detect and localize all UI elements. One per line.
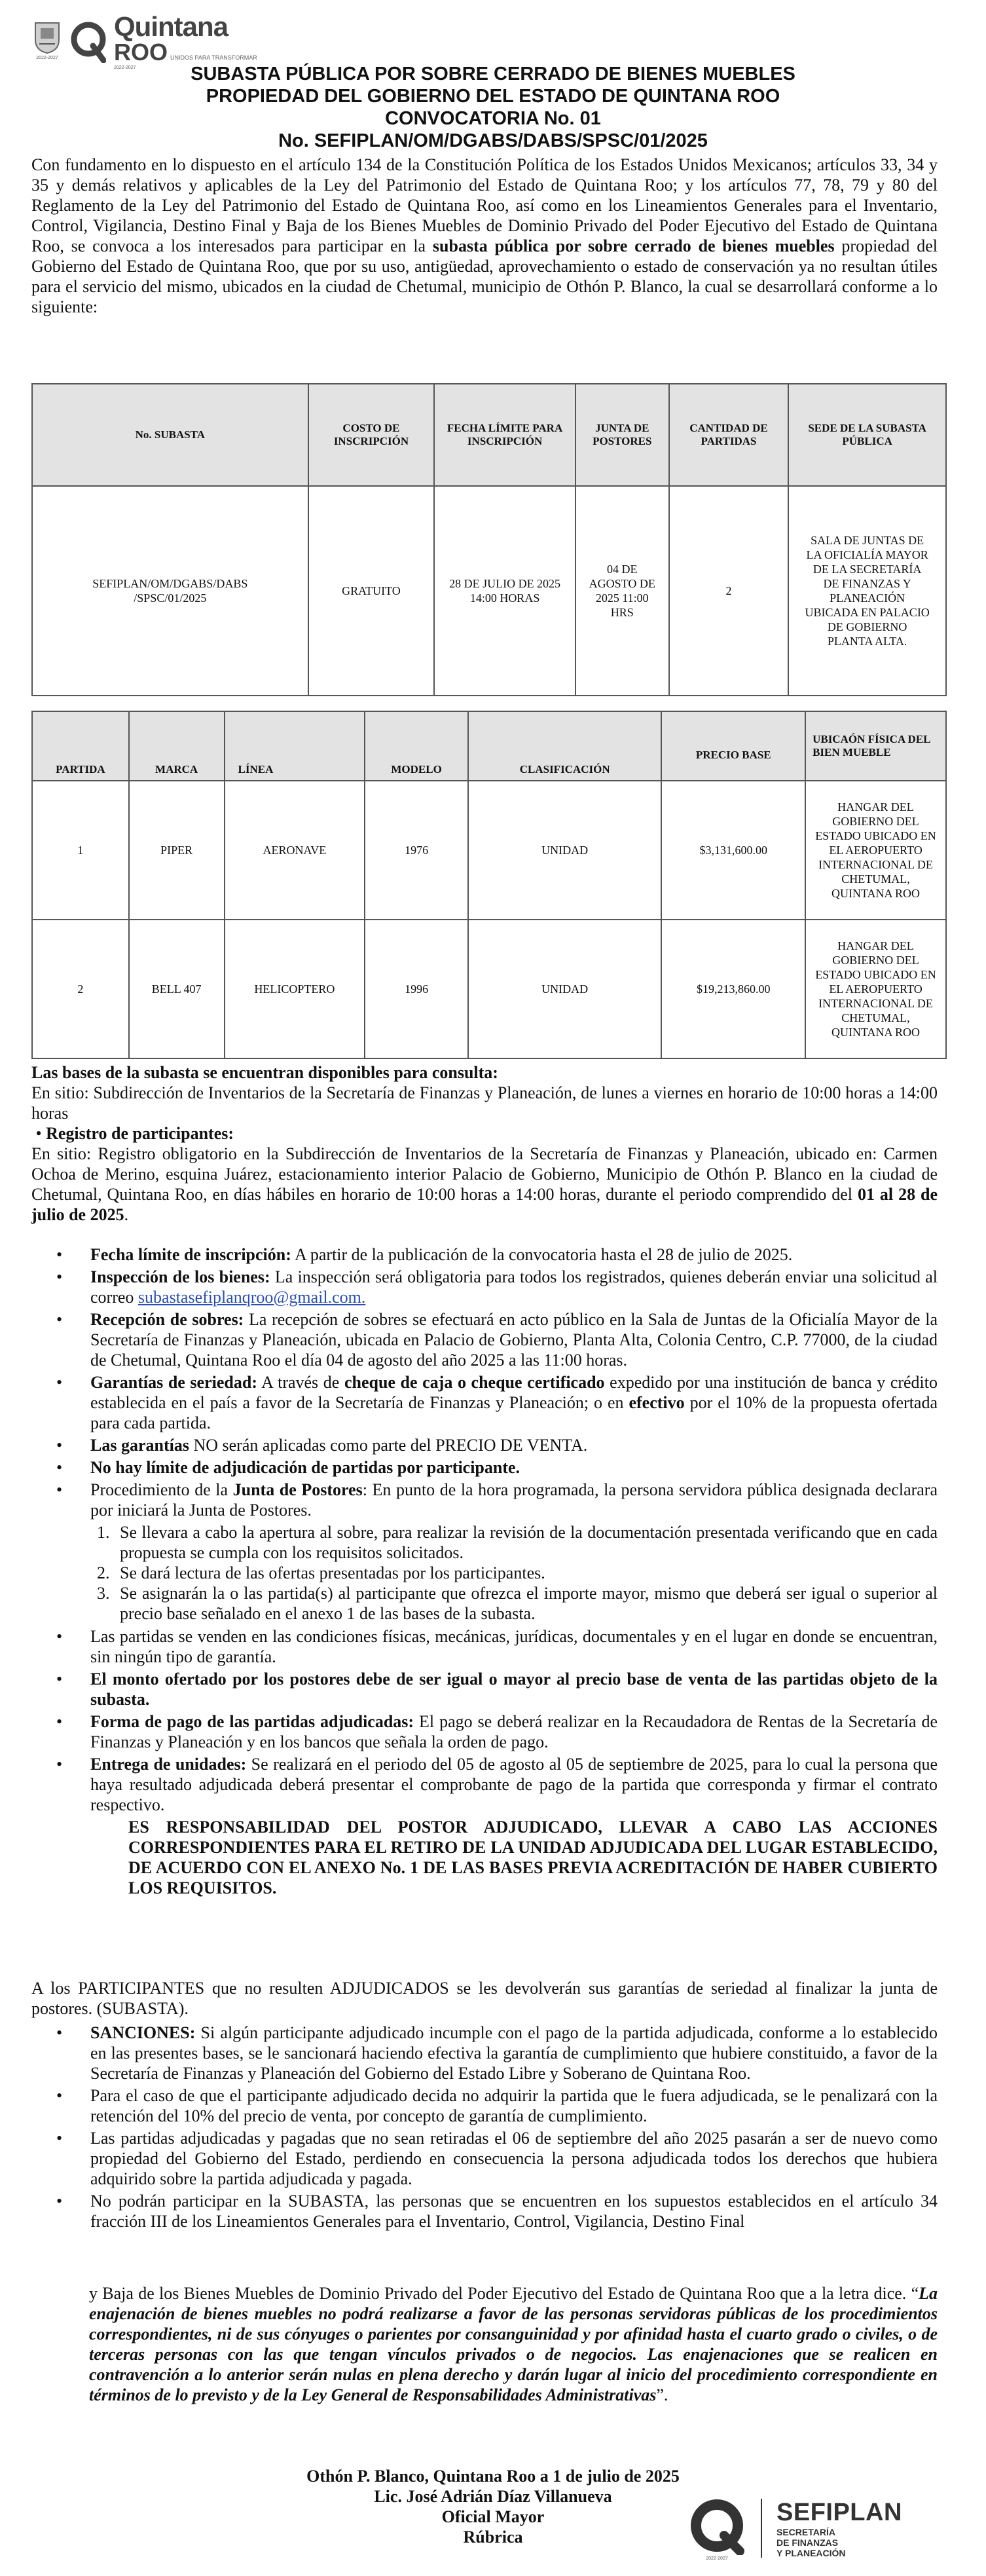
signature-title: Oficial Mayor <box>441 2507 545 2526</box>
monto-text: El monto ofertado por los postores debe de ser igual o mayor al precio base de venta de las partidas objeto de la subasta. <box>90 1670 938 1709</box>
closing-paragraph <box>89 2283 938 2405</box>
recepcion-text: La recepción de sobres se efectuará en acto público en la Sala de Juntas de la Oficialía Mayor de la Secretaría de Finanzas y Planeación, ubicada en Palacio de Gobierno, Planta Alta, Colonia Centro, C.P. 77000, de la ciudad de Chetumal, Quintana Roo el día 04 de agosto del año 2025 a las 11:00 horas. <box>90 1310 938 1370</box>
garantias-bold-2: efectivo <box>629 1393 685 1412</box>
bullet-forma-pago <box>31 1711 938 1752</box>
lot-2-ubicacion: HANGAR DEL GOBIERNO DEL ESTADO UBICADO EN EL AEROPUERTO INTERNACIONAL DE CHETUMAL, QUINTANA ROO <box>805 920 946 1058</box>
header-sede: SEDE DE LA SUBASTA PÚBLICA <box>788 384 946 486</box>
intro-text-1: Con fundamento en lo dispuesto en el artículo 134 de la Constitución Política de los Estados Unidos Mexicanos; artículos 33, 34 y 35 y demás relativos y aplicables de la Ley del Patrimonio del Estado de Quintana Roo; y los artículos 77, 78, 79 y 80 del Reglamento de la Ley del Patrimonio del Estado de Quintana Roo, así como en los Lineamientos Generales para el Inventario, Control, Vigilancia, Destino Final y Baja de los Bienes Muebles de Dominio Privado del Poder Ejecutivo del Estado de Quintana Roo, se convoca a los interesados para participar en la <box>31 155 938 255</box>
forma-label: Forma de pago de las partidas adjudicadas: <box>90 1712 414 1731</box>
cell-junta: 04 DE AGOSTO DE 2025 11:00 HRS <box>575 486 669 696</box>
garantias-text-3: por el 10% de la propuesta ofertada para cada partida. <box>90 1393 938 1432</box>
registro-period: 01 al 28 de julio de 2025 <box>31 1185 938 1224</box>
no-participar-text: No podrán participar en la SUBASTA, las personas que se encuentren en los supuestos establecidos en el artículo 34 fracción III de los Lineamientos Generales para el Inventario, Control, Vigilancia, Destino Final <box>90 2192 938 2231</box>
sefiplan-sub-2: DE FINANZAS <box>776 2537 839 2548</box>
bullet-garantias <box>31 1372 938 1433</box>
title-line-4: No. SEFIPLAN/OM/DGABS/DABS/SPSC/01/2025 <box>278 130 708 151</box>
header-costo: COSTO DE INSCRIPCIÓN <box>308 384 435 486</box>
cell-sede: SALA DE JUNTAS DE LA OFICIALÍA MAYOR DE LA SECRETARÍA DE FINANZAS Y PLANEACIÓN UBICADA EN PALACIO DE GOBIERNO PLANTA ALTA. <box>788 486 946 696</box>
responsibility-notice: ES RESPONSABILIDAD DEL POSTOR ADJUDICADO, LLEVAR A CABO LAS ACCIONES CORRESPONDIENTES PARA EL RETIRO DE LA UNIDAD ADJUDICADA DEL LUGAR ESTABLECIDO, DE ACUERDO CON EL ANEXO No. 1 DE LAS BASES PREVIA ACREDITACIÓN DE HABER CUBIERTO LOS REQUISITOS. <box>128 1818 938 1897</box>
bullet-fecha <box>31 1244 938 1265</box>
conditions-section <box>31 1244 938 1898</box>
closing-text-2: ”. <box>656 2385 668 2404</box>
bullet-no-limite <box>31 1457 938 1478</box>
penalizacion-text: Para el caso de que el participante adjudicado decida no adquirir la partida que le fuera adjudicada, se le penalizará con la retención del 10% del precio de venta, por concepto de garantía de cumplimiento. <box>90 2086 938 2125</box>
lot-2-partida: 2 <box>32 920 129 1058</box>
seal-year: 2022-2027 <box>36 56 58 60</box>
lot-1-partida: 1 <box>32 781 129 920</box>
brand-year: 2022-2027 <box>114 65 136 70</box>
header-cantidad: CANTIDAD DE PARTIDAS <box>669 384 789 486</box>
bullet-monto <box>31 1669 938 1709</box>
sanctions-section <box>31 2023 938 2233</box>
logo-divider <box>761 2499 762 2558</box>
bullet-entrega <box>31 1754 938 1815</box>
header-ubicacion: UBICAÓN FÍSICA DEL BIEN MUEBLE <box>805 711 946 781</box>
sefiplan-name: SEFIPLAN <box>776 2498 902 2526</box>
participantes-text: A los PARTICIPANTES que no resulten ADJUDICADOS se les devolverán sus garantías de seriedad al finalizar la junta de postores. (SUBASTA). <box>31 1979 938 2018</box>
sefiplan-wordmark <box>776 2499 902 2558</box>
lot-1-linea: AERONAVE <box>225 781 365 920</box>
summary-header-row <box>32 384 946 486</box>
header-clasificacion: CLASIFICACIÓN <box>468 711 661 781</box>
procedure-steps <box>31 1522 938 1624</box>
sefiplan-logo <box>687 2489 949 2567</box>
fecha-text: A partir de la publicación de la convocatoria hasta el 28 de julio de 2025. <box>291 1245 793 1264</box>
bases-section: Las bases de la subasta se encuentran disponibles para consulta: En sitio: Subdirección de Inventarios de la Secretaría de Finanzas y Planeación, de lunes a viernes en horario de 10:00 horas a 14:00 horas • Registro de participantes: En sitio: Registro obligatorio en la Subdirección de Inventarios de la Secretaría de Finanzas y Planeación, ubicado en: Carmen Ochoa de Merino, esquina Juárez, estacionamiento interior Palacio de Gobierno, Municipio de Othón P. Blanco en la ciudad de Chetumal, Quintana Roo, en días hábiles en horario de 10:00 horas a 14:00 horas, durante el periodo comprendido del 01 al 28 de julio de 2025. <box>31 1063 938 1224</box>
brand-wordmark <box>114 10 257 70</box>
title-line-3: CONVOCATORIA No. 01 <box>385 108 601 129</box>
signature-place-date: Othón P. Blanco, Quintana Roo a 1 de julio de 2025 <box>306 2467 680 2486</box>
brand-tagline: UNIDOS PARA TRANSFORMAR <box>170 54 257 62</box>
bases-text: En sitio: Subdirección de Inventarios de la Secretaría de Finanzas y Planeación, de lunes a viernes en horario de 10:00 horas a 14:00 horas <box>31 1083 938 1123</box>
lot-1-clasificacion: UNIDAD <box>468 781 661 920</box>
procedimiento-text-1: Procedimiento de la <box>90 1480 233 1499</box>
bullet-las-garantias <box>31 1435 938 1455</box>
cell-subasta: SEFIPLAN/OM/DGABS/DABS /SPSC/01/2025 <box>32 486 308 696</box>
registro-text: En sitio: Registro obligatorio en la Subdirección de Inventarios de la Secretaría de Finanzas y Planeación, ubicado en: Carmen Ochoa de Merino, esquina Juárez, estacionamiento interior Palacio de Gobierno, Municipio de Othón P. Blanco en la ciudad de Chetumal, Quintana Roo, en días hábiles en horario de 10:00 horas a 14:00 horas, durante el periodo comprendido del <box>31 1144 938 1204</box>
lot-2-linea: HELICOPTERO <box>225 920 365 1058</box>
bullet-condiciones <box>31 1626 938 1667</box>
intro-text-2: propiedad del Gobierno del Estado de Quintana Roo, que por su uso, antigüedad, aprovechamiento o estado de conservación ya no resultan útiles para el servicio del mismo, ubicados en la ciudad de Chetumal, municipio de Othón P. Blanco, la cual se desarrollará conforme a lo siguiente: <box>31 236 938 316</box>
closing-text-1: y Baja de los Bienes Muebles de Dominio Privado del Poder Ejecutivo del Estado de Quintana Roo que a la letra dice. “ <box>89 2284 919 2303</box>
lot-1-ubicacion: HANGAR DEL GOBIERNO DEL ESTADO UBICADO EN EL AEROPUERTO INTERNACIONAL DE CHETUMAL, QUINTANA ROO <box>805 781 946 920</box>
bullet-penalizacion <box>31 2085 938 2126</box>
bullet-procedimiento <box>31 1480 938 1520</box>
cell-costo: GRATUITO <box>308 486 435 696</box>
las-garantias-label: Las garantías <box>90 1436 189 1455</box>
header-modelo: MODELO <box>365 711 468 781</box>
sefiplan-sub-1: SECRETARÍA <box>776 2526 835 2537</box>
bullet-inspeccion <box>31 1267 938 1307</box>
lot-1-modelo: 1976 <box>365 781 468 920</box>
step-text: Se dará lectura de las ofertas presentadas por los participantes. <box>120 1563 545 1582</box>
header-marca: MARCA <box>129 711 225 781</box>
header-partida: PARTIDA <box>32 711 129 781</box>
fecha-label: Fecha límite de inscripción: <box>90 1245 291 1264</box>
inspeccion-label: Inspección de los bienes: <box>90 1267 270 1286</box>
bullet-recepcion <box>31 1309 938 1370</box>
bullet-no-participar <box>31 2191 938 2231</box>
participantes-note <box>31 1978 938 2019</box>
state-seal-icon <box>33 20 62 54</box>
brand-bottom: ROO <box>114 38 168 65</box>
inspeccion-text: La inspección será obligatoria para todos los registrados, quienes deberán enviar una solicitud al correo <box>90 1267 938 1307</box>
title-line-2: PROPIEDAD DEL GOBIERNO DEL ESTADO DE QUINTANA ROO <box>206 86 780 107</box>
intro-paragraph <box>31 155 938 317</box>
step-text: Se llevara a cabo la apertura al sobre, para realizar la revisión de la documentación presentada verificando que en cada propuesta se cumpla con los requisitos solicitados. <box>120 1523 938 1562</box>
lot-1-precio: $3,131,600.00 <box>661 781 805 920</box>
procedimiento-text-2: : En punto de la hora programada, la persona servidora pública designada declarara por iniciará la Junta de Postores. <box>90 1480 938 1520</box>
lot-2-clasificacion: UNIDAD <box>468 920 661 1058</box>
lot-2-precio: $19,213,860.00 <box>661 920 805 1058</box>
summary-data-row <box>32 486 946 696</box>
retiro-text: Las partidas adjudicadas y pagadas que no sean retiradas el 06 de septiembre del año 2025 pasarán a ser de nuevo como propiedad del Gobierno del Estado, perdiendo en consecuencia la persona adjudicada todos los derechos que hubiera adquirido sobre la partida adjudicada y pagada. <box>90 2129 938 2188</box>
step-item <box>31 1583 938 1624</box>
sefiplan-sub-3: Y PLANEACIÓN <box>776 2547 846 2558</box>
lot-2-modelo: 1996 <box>365 920 468 1058</box>
forma-text: El pago se deberá realizar en la Recaudadora de Rentas de la Secretaría de Finanzas y Planeación y en los bancos que señala la orden de pago. <box>90 1712 938 1751</box>
cell-fecha <box>434 486 575 696</box>
lot-1-marca: PIPER <box>129 781 225 920</box>
header-fecha: FECHA LÍMITE PARA INSCRIPCIÓN <box>434 384 575 486</box>
auction-summary-table <box>31 383 947 696</box>
title-line-1: SUBASTA PÚBLICA POR SOBRE CERRADO DE BIENES MUEBLES <box>191 64 795 84</box>
las-garantias-text: NO serán aplicadas como parte del PRECIO DE VENTA. <box>189 1436 588 1455</box>
condiciones-text: Las partidas se venden en las condiciones físicas, mecánicas, jurídicas, documentales y en el lugar en donde se encuentran, sin ningún tipo de garantía. <box>90 1627 938 1666</box>
signature-name: Lic. José Adrián Díaz Villanueva <box>374 2487 612 2506</box>
brand-top: Quintana <box>114 10 228 42</box>
bullet-retiro <box>31 2128 938 2189</box>
recepcion-label: Recepción de sobres: <box>90 1310 244 1329</box>
intro-bold: subasta pública por sobre cerrado de bienes muebles <box>432 236 835 255</box>
step-number: 2. <box>97 1563 110 1582</box>
cell-fecha-time: 14:00 HORAS <box>469 591 540 605</box>
garantias-text-2: expedido por una institución de banca y crédito establecida en el país a favor de la Secretaría de Finanzas y Planeación; o en <box>90 1373 938 1412</box>
step-number: 3. <box>97 1584 110 1603</box>
bullet-sanciones <box>31 2023 938 2083</box>
step-item <box>31 1522 938 1563</box>
bases-heading: Las bases de la subasta se encuentran disponibles para consulta: <box>31 1063 498 1082</box>
lots-table <box>31 711 947 1059</box>
header-precio: PRECIO BASE <box>661 711 805 781</box>
signature-rubrica: Rúbrica <box>463 2528 523 2547</box>
sefiplan-mark <box>687 2496 746 2561</box>
header-logos <box>31 12 306 71</box>
quintana-roo-q-icon <box>71 20 106 63</box>
header-junta: JUNTA DE POSTORES <box>575 384 669 486</box>
inspection-email-link[interactable]: subastasefiplanqroo@gmail.com. <box>137 1288 366 1307</box>
document-title <box>0 63 986 152</box>
sefiplan-q-icon <box>687 2496 746 2555</box>
garantias-text-1: A través de <box>257 1373 344 1392</box>
closing-quote: La enajenación de bienes muebles no podrá realizarse a favor de las personas servidoras públicas de los procedimientos correspondientes, ni de sus cónyuges o parientes por consanguinidad y por afinidad hasta el cuarto grado o civiles, o de terceras personas con las que tengan vínculos privados o de negocios. Las enajenaciones que se realicen en contravención a lo anterior serán nulas en plena derecho y darán lugar al inicio del procedimiento correspondiente en términos de lo previsto y de la Ley General de Responsabilidades Administrativas <box>89 2284 938 2404</box>
step-item <box>31 1563 938 1583</box>
step-number: 1. <box>97 1523 110 1542</box>
state-seal <box>31 20 63 62</box>
entrega-label: Entrega de unidades: <box>90 1755 247 1774</box>
lot-2-marca: BELL 407 <box>129 920 225 1058</box>
cell-fecha-date: 28 DE JULIO DE 2025 <box>449 577 561 590</box>
entrega-text: Se realizará en el periodo del 05 de agosto al 05 de septiembre de 2025, para lo cual la persona que haya resultado adjudicada deberá presentar el comprobante de pago de la partida que corresponda y firmar el contrato respectivo. <box>90 1755 938 1814</box>
no-limite-text: No hay límite de adjudicación de partidas por participante. <box>90 1458 520 1477</box>
sanciones-label: SANCIONES: <box>90 2023 196 2042</box>
sefiplan-year: 2022-2027 <box>706 2556 728 2561</box>
header-linea: LÍNEA <box>225 711 365 781</box>
registro-heading: Registro de participantes: <box>46 1124 234 1143</box>
header-no-subasta: No. SUBASTA <box>32 384 308 486</box>
garantias-label: Garantías de seriedad: <box>90 1373 257 1392</box>
lot-row <box>32 920 946 1058</box>
procedimiento-bold: Junta de Postores <box>232 1480 363 1499</box>
lot-row <box>32 781 946 920</box>
sanciones-text: Si algún participante adjudicado incumple con el pago de la partida adjudicada, conforme a lo establecido en las presentes bases, se le sancionará haciendo efectiva la garantía de cumplimiento que hubiere constituido, a favor de la Secretaría de Finanzas y Planeación del Gobierno del Estado Libre y Soberano de Quintana Roo. <box>90 2023 938 2083</box>
registro-end: . <box>124 1205 129 1224</box>
cell-cantidad: 2 <box>669 486 789 696</box>
step-text: Se asignarán la o las partida(s) al participante que ofrezca el importe mayor, mismo que deberá ser igual o superior al precio base señalado en el anexo 1 de las bases de la subasta. <box>120 1584 938 1623</box>
garantias-bold-1: cheque de caja o cheque certificado <box>344 1373 605 1392</box>
lots-header-row <box>32 711 946 781</box>
